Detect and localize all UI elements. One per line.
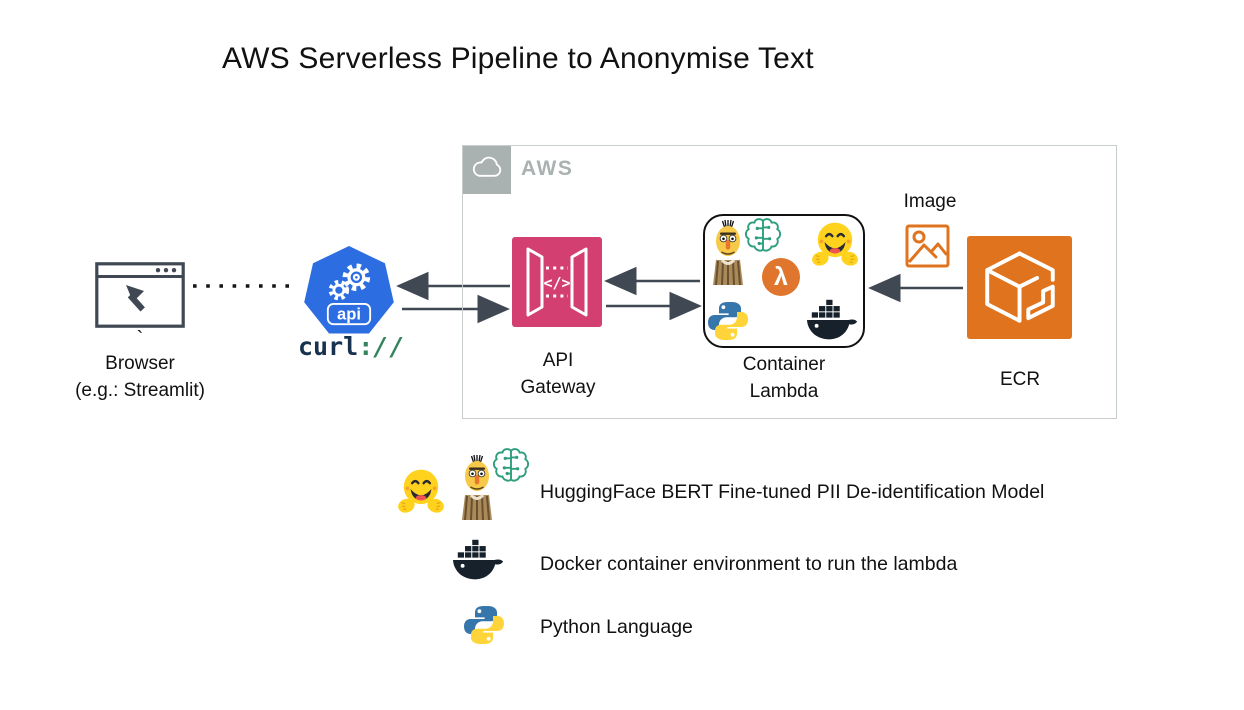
legend-text-python: Python Language xyxy=(540,616,693,638)
browser-icon xyxy=(95,262,185,328)
huggingface-icon xyxy=(398,467,444,513)
bert-icon xyxy=(461,454,493,520)
lambda-symbol: λ xyxy=(774,262,788,291)
api-gateway-label-line2: Gateway xyxy=(520,377,596,398)
aws-group-label: AWS xyxy=(521,157,574,180)
legend-text-docker: Docker container environment to run the lambda xyxy=(540,553,958,575)
image-label: Image xyxy=(903,191,957,212)
container-lambda-label xyxy=(704,351,864,405)
curl-word: curl xyxy=(298,332,359,361)
container-lambda-label-line1: Container xyxy=(742,354,826,375)
bert-brain-icon xyxy=(492,446,530,484)
ecr-icon xyxy=(967,236,1072,339)
ecr-label: ECR xyxy=(999,369,1041,390)
kubernetes-api-icon xyxy=(303,246,395,338)
curl-logo xyxy=(298,332,406,361)
docker-icon xyxy=(806,298,860,344)
python-icon xyxy=(706,300,750,342)
api-gateway-icon xyxy=(512,237,602,327)
browser-label-line1: Browser xyxy=(105,353,175,374)
container-lambda-label-line2: Lambda xyxy=(749,381,819,402)
lambda-icon xyxy=(762,258,800,296)
image-icon xyxy=(905,224,950,268)
legend-text-huggingface: HuggingFace BERT Fine-tuned PII De-identification Model xyxy=(540,481,1045,503)
docker-icon xyxy=(452,538,506,584)
python-icon xyxy=(462,604,506,646)
gateway-code-glyph: </> xyxy=(543,274,571,292)
api-badge-label: api xyxy=(337,304,361,324)
curl-slashes: // xyxy=(373,332,406,361)
bert-icon xyxy=(712,219,744,285)
huggingface-icon xyxy=(812,220,858,266)
api-gateway-label-line1: API xyxy=(542,350,574,371)
cloud-icon xyxy=(467,150,507,190)
aws-cloud-badge xyxy=(463,146,511,194)
browser-label xyxy=(40,350,240,404)
browser-tick: ` xyxy=(136,328,144,350)
api-gateway-label xyxy=(503,347,613,401)
bert-brain-icon xyxy=(744,216,782,254)
page-title: AWS Serverless Pipeline to Anonymise Text xyxy=(222,42,814,75)
curl-colon: : xyxy=(358,332,374,361)
browser-label-line2: (e.g.: Streamlit) xyxy=(75,380,205,401)
